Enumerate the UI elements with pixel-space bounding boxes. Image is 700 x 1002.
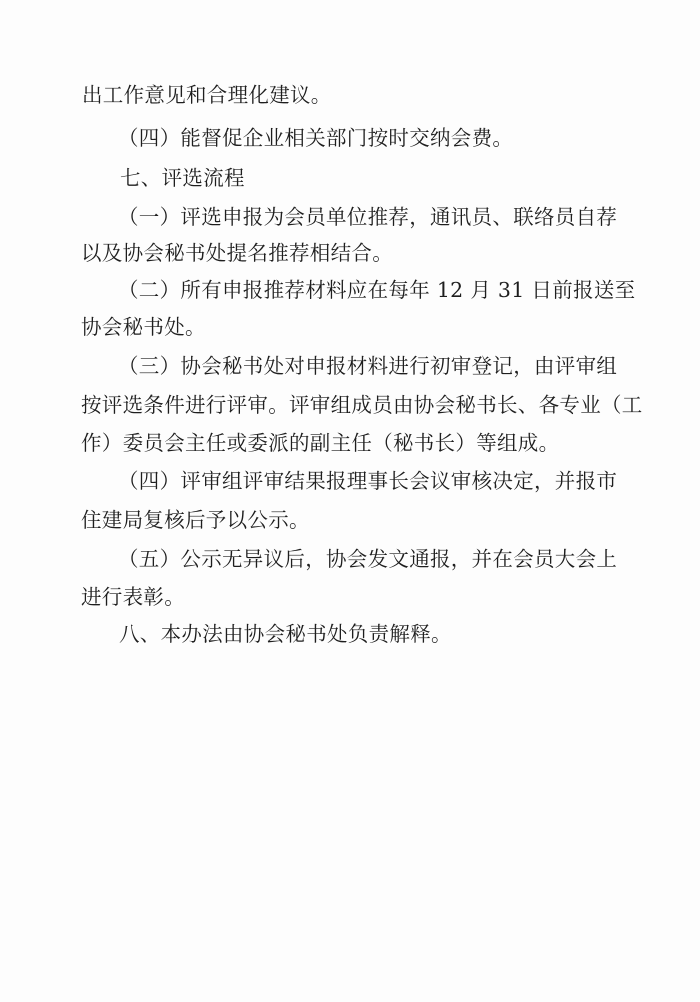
text-line: 以及协会秘书处提名推荐相结合。 [81, 241, 393, 265]
text-line: 按评选条件进行评审。评审组成员由协会秘书长、各专业（工 [81, 393, 643, 417]
text-line: （三）协会秘书处对申报材料进行初审登记，由评审组 [118, 354, 618, 378]
text-line: 出工作意见和合理化建议。 [82, 83, 332, 107]
text-line: （二）所有申报推荐材料应在每年 12 月 31 日前报送至 [118, 278, 636, 302]
text-line: 进行表彰。 [81, 585, 185, 609]
text-line: （四）能督促企业相关部门按时交纳会费。 [118, 126, 514, 150]
text-line: 协会秘书处。 [81, 315, 206, 339]
text-line: 住建局复核后予以公示。 [81, 508, 310, 532]
text-line: （四）评审组评审结果报理事长会议审核决定，并报市 [118, 469, 618, 493]
text-line: （一）评选申报为会员单位推荐，通讯员、联络员自荐 [118, 205, 618, 229]
section-heading: 七、评选流程 [120, 166, 245, 190]
section-heading: 八、本办法由协会秘书处负责解释。 [119, 622, 452, 646]
text-line: 作）委员会主任或委派的副主任（秘书长）等组成。 [81, 431, 560, 455]
text-line: （五）公示无异议后，协会发文通报，并在会员大会上 [118, 547, 618, 571]
